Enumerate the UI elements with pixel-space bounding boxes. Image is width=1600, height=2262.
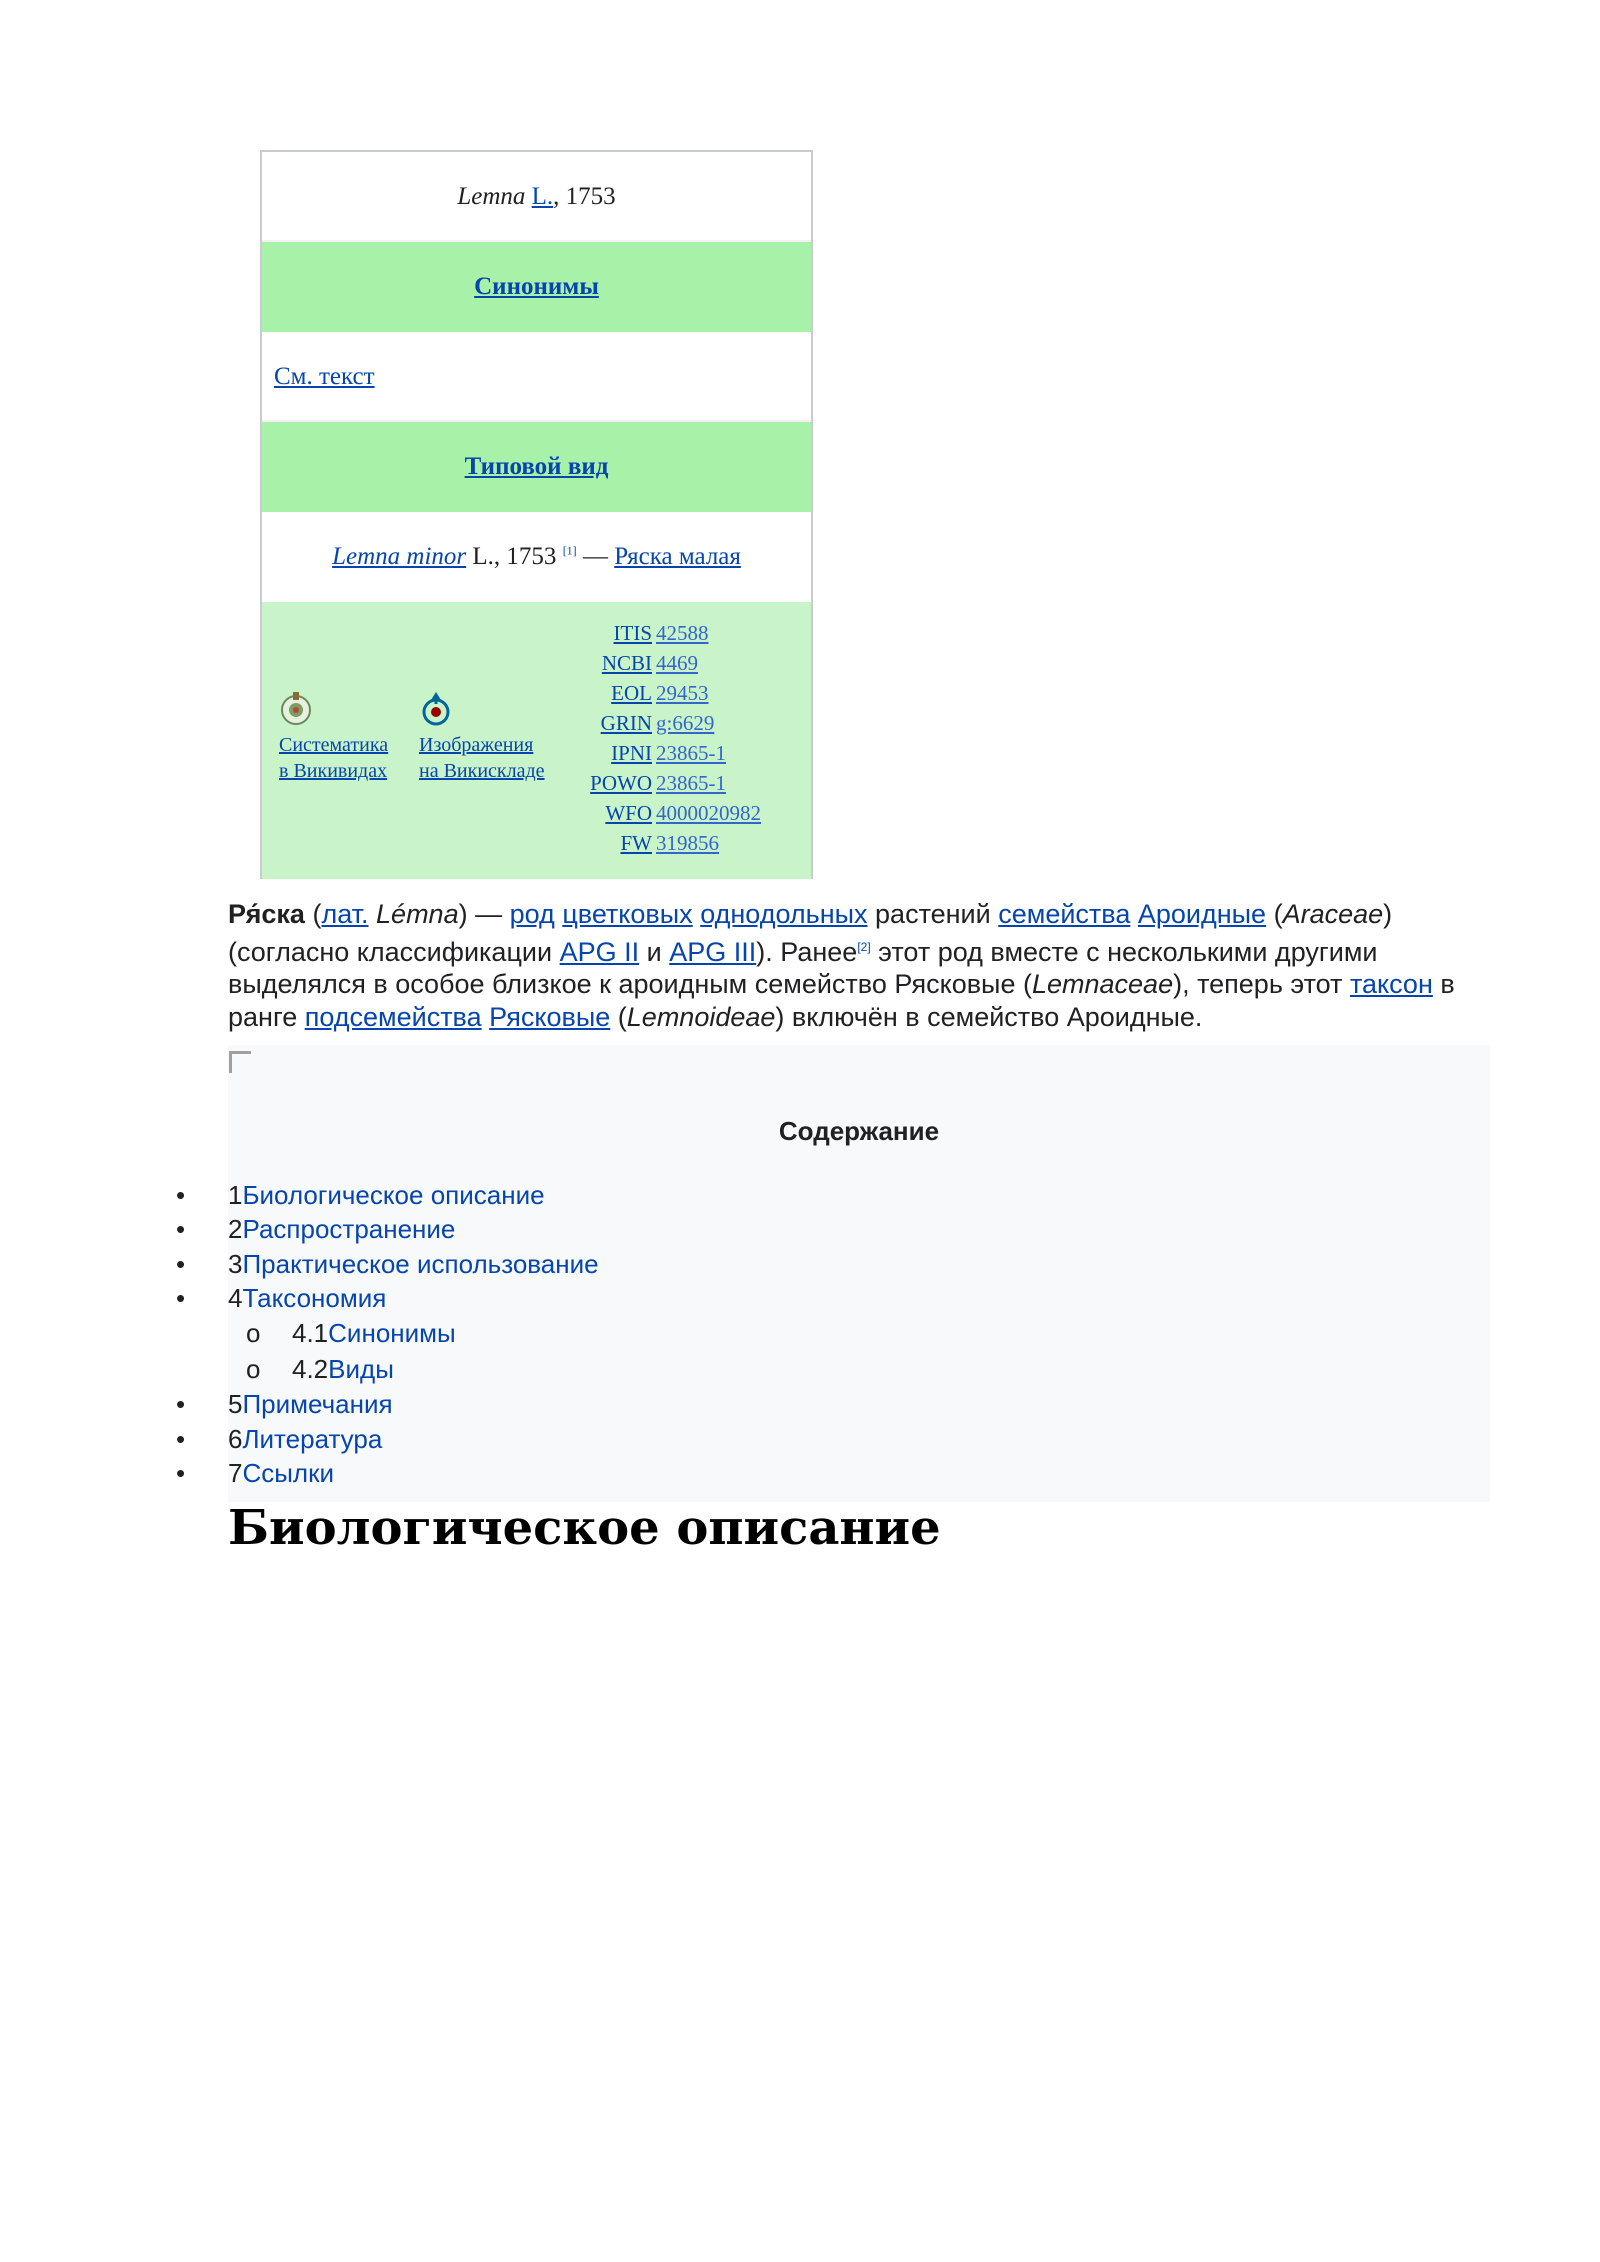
commons-line1: Изображения [419,734,534,756]
toc-item[interactable] [176,1458,335,1488]
genus-name: Lemna [457,183,526,210]
lemnaceae-latin: Lemnaceae [1031,969,1174,999]
db-key[interactable]: NCBI [601,651,652,675]
toc-number: 3 [228,1249,243,1279]
commons-link[interactable] [419,690,545,784]
family-link[interactable]: семейства [998,899,1131,929]
toc-link[interactable]: Практическое использование [242,1249,599,1279]
db-value[interactable]: 4469 [656,651,698,675]
toc-item[interactable] [176,1180,545,1210]
toc-bullet: • [176,1214,186,1244]
toc-link[interactable]: Таксономия [242,1283,387,1313]
latin-link[interactable]: лат. [321,899,369,929]
toc-number: 6 [228,1424,243,1454]
db-value[interactable]: 23865-1 [656,771,726,795]
toc-bullet: • [176,1389,186,1419]
taxobox [260,150,813,879]
db-value[interactable]: 23865-1 [656,741,726,765]
article-title-term: Ря́ска [228,899,305,929]
intro-paragraph: Ря́ска (лат. Lémna) — род цветковых однодольных растений семейства Ароидные (Araceae) (согласно классификации APG II и APG III). Ранее[2] этот род вместе с несколькими другими выделялся в особое близкое к ароидным семейство Рясковые (Lemnaceae), теперь этот таксон в ранге подсемейства Рясковые (Lemnoideae) включён в семейство Ароидные. [228,899,1455,1032]
db-value[interactable]: 319856 [656,831,719,855]
taxon-link[interactable]: таксон [1349,969,1433,999]
db-key[interactable]: IPNI [611,741,652,765]
db-key[interactable]: WFO [605,801,652,825]
db-row-powo [584,768,761,798]
see-text-link[interactable]: См. текст [274,363,375,390]
db-value[interactable]: 29453 [656,681,709,705]
dash: — [576,543,615,570]
db-key[interactable]: EOL [611,681,652,705]
type-species-header [262,422,811,512]
toc-link[interactable]: Синонимы [328,1318,456,1348]
lemnoideae-link[interactable]: Рясковые [489,1001,611,1032]
toc-toggle-checkbox[interactable] [229,1051,251,1073]
toc-number: 4.1 [292,1318,329,1348]
latin-name: Lémna [376,899,459,929]
subfamily-link[interactable]: подсемейства [304,1001,482,1032]
author-link[interactable]: L. [531,183,554,210]
lemnoideae-latin: Lemnoideae [626,1001,776,1032]
toc-subbullet: o [246,1318,261,1348]
db-key[interactable]: ITIS [613,621,652,645]
type-species-link[interactable]: Lemna minor [332,543,467,570]
genus-year: , 1753 [553,183,616,210]
toc-subitem[interactable] [246,1318,456,1348]
synonyms-header-link[interactable]: Синонимы [474,273,599,300]
toc-link[interactable]: Литература [242,1424,383,1454]
toc-number: 5 [228,1389,243,1419]
wikispecies-link[interactable] [279,690,388,784]
toc-link[interactable]: Ссылки [242,1458,335,1488]
db-row-ipni [584,738,761,768]
synonyms-row [262,332,811,422]
toc-item[interactable] [176,1424,383,1454]
db-row-grin [584,708,761,738]
reference-1[interactable]: [1] [562,543,577,558]
toc-number: 1 [228,1180,243,1210]
toc-subitem[interactable] [246,1354,394,1384]
commons-icon [419,690,453,728]
type-species-row [262,512,811,602]
toc-subbullet: o [246,1354,261,1384]
db-row-wfo [584,798,761,828]
wikispecies-line2: в Викивидах [279,760,388,782]
monocots-link[interactable]: однодольных [700,899,868,929]
db-value[interactable]: 4000020982 [656,801,761,825]
toc-bullet: • [176,1424,186,1454]
reference-2[interactable]: [2] [857,939,871,954]
toc-number: 4 [228,1283,243,1313]
toc-bullet: • [176,1249,186,1279]
type-species-header-link[interactable]: Типовой вид [464,453,609,480]
apg2-link[interactable]: APG II [559,936,640,967]
external-links-row [262,602,811,879]
toc-bullet: • [176,1180,186,1210]
toc-bullet: • [176,1283,186,1313]
toc-item[interactable] [176,1389,393,1419]
db-value[interactable]: g:6629 [656,711,715,735]
synonyms-header [262,242,811,332]
db-key[interactable]: GRIN [600,711,652,735]
flowering-link[interactable]: цветковых [562,899,693,929]
common-name-link[interactable]: Ряска малая [614,543,741,570]
toc-title: Содержание [778,1116,940,1146]
genus-link[interactable]: род [509,899,555,929]
toc-link[interactable]: Виды [328,1354,394,1384]
toc-item[interactable] [176,1214,456,1244]
toc-bullet: • [176,1458,186,1488]
araceae-latin: Araceae [1282,899,1384,929]
toc-link[interactable]: Распространение [242,1214,456,1244]
wikispecies-icon [279,690,313,728]
db-row-fw [584,828,761,858]
toc-number: 2 [228,1214,243,1244]
toc-link[interactable]: Биологическое описание [242,1180,545,1210]
type-species-author: L., 1753 [466,543,563,570]
db-key[interactable]: FW [620,831,652,855]
genus-authority-row [262,152,811,242]
database-identifiers [584,618,761,858]
toc-item[interactable] [176,1249,599,1279]
toc-link[interactable]: Примечания [242,1389,393,1419]
toc-number: 4.2 [292,1354,329,1384]
araceae-link[interactable]: Ароидные [1137,899,1267,929]
toc-number: 7 [228,1458,243,1488]
apg3-link[interactable]: APG III [669,936,757,967]
db-key[interactable]: POWO [590,771,652,795]
commons-line2: на Викискладе [419,760,545,782]
db-value[interactable]: 42588 [656,621,709,645]
section-heading: Биологическое описание [228,1500,941,1556]
toc-item[interactable] [176,1283,387,1313]
db-row-itis [584,618,761,648]
db-row-ncbi [584,648,761,678]
wikispecies-line1: Систематика [279,734,389,756]
db-row-eol [584,678,761,708]
